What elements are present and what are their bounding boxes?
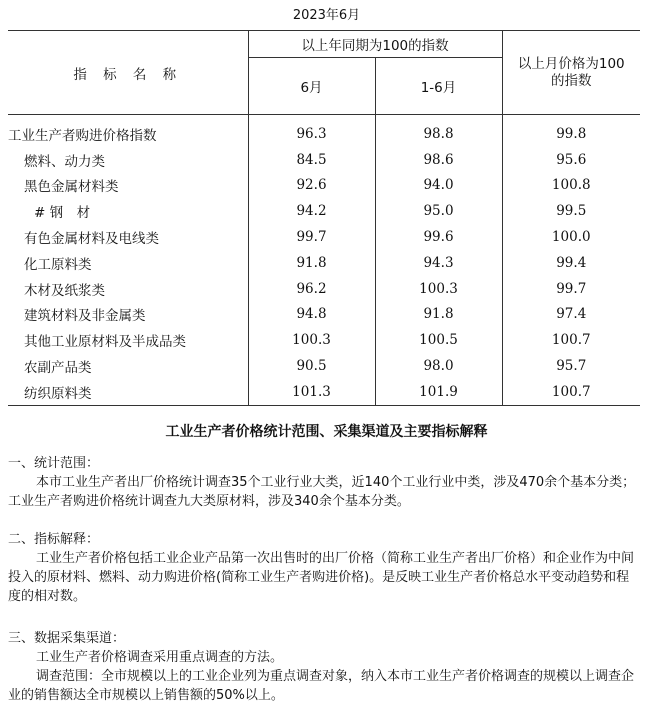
row-ytd-value: 101.9 xyxy=(375,379,502,405)
row-ytd-value: 91.8 xyxy=(375,302,502,328)
table-row xyxy=(8,250,640,276)
row-month-value: 92.6 xyxy=(248,173,375,199)
row-ytd-value: 94.0 xyxy=(375,173,502,199)
table-body xyxy=(8,115,640,406)
table-row xyxy=(8,302,640,328)
table-row xyxy=(8,173,640,199)
row-ytd-value: 100.3 xyxy=(375,276,502,302)
row-month-value: 91.8 xyxy=(248,250,375,276)
section-definitions-body: 工业生产者价格包括工业企业产品第一次出售时的出厂价格（简称工业生产者出厂价格）和企业作为中间投入的原材料、燃料、动力购进价格(简称工业生产者购进价格)。是反映工业生产者价格总水平变动趋势和程度的相对数。 xyxy=(8,551,635,604)
row-mom-value: 100.7 xyxy=(551,332,591,349)
row-ytd-value: 94.3 xyxy=(375,250,502,276)
section-scope-heading: 一、统计范围： xyxy=(8,456,100,471)
section-collection-line1: 工业生产者价格调查采用重点调查的方法。 xyxy=(36,650,284,665)
row-name-cell: 农副产品类 xyxy=(8,353,248,379)
section-definitions-heading: 二、指标解释： xyxy=(8,532,100,547)
section-scope-body: 本市工业生产者出厂价格统计调查35个工业行业大类，近140个工业行业中类，涉及470余个基本分类；工业生产者购进价格统计调查九大类原材料，涉及340余个基本分类。 xyxy=(8,475,636,509)
row-name-cell: 燃料、动力类 xyxy=(8,147,248,173)
row-mom-value: 97.4 xyxy=(556,306,587,323)
row-name-cell: 化工原料类 xyxy=(8,250,248,276)
header-ytd: 1-6月 xyxy=(375,58,502,115)
row-ytd-value: 95.0 xyxy=(375,198,502,224)
row-month-value: 100.3 xyxy=(248,327,375,353)
report-date: 2023年6月 xyxy=(292,8,361,23)
row-ytd-value: 100.5 xyxy=(375,327,502,353)
section-collection-line2: 调查范围：全市规模以上的工业企业列为重点调查对象，纳入本市工业生产者价格调查的规模以上调查企业的销售额达全市规模以上销售额的50%以上。 xyxy=(8,669,635,703)
row-month-value: 90.5 xyxy=(248,353,375,379)
row-mom-value: 100.8 xyxy=(551,177,591,194)
table-row xyxy=(8,115,640,147)
row-mom-value: 99.7 xyxy=(556,280,587,297)
header-month: 6月 xyxy=(248,58,375,115)
table-row xyxy=(8,276,640,302)
section-definitions xyxy=(8,530,636,606)
row-mom-value: 95.7 xyxy=(556,358,587,375)
row-name-cell: 黑色金属材料类 xyxy=(8,173,248,199)
row-name-cell: 其他工业原材料及半成品类 xyxy=(8,327,248,353)
header-mom-label: 以上月价格为100的指数 xyxy=(517,55,625,89)
header-indicator-name: 指 标 名 称 xyxy=(8,31,248,115)
header-mom-index xyxy=(502,31,640,115)
row-mom-value: 99.8 xyxy=(556,125,587,142)
row-ytd-value: 98.0 xyxy=(375,353,502,379)
row-month-value: 99.7 xyxy=(248,224,375,250)
row-name-cell: 木材及纸浆类 xyxy=(8,276,248,302)
header-yoy-group: 以上年同期为100的指数 xyxy=(248,31,502,58)
row-name-cell: 纺织原料类 xyxy=(8,379,248,405)
row-month-value: 94.2 xyxy=(248,198,375,224)
table-row xyxy=(8,327,640,353)
row-mom-value: 100.7 xyxy=(502,379,640,405)
table-row xyxy=(8,379,640,405)
row-month-value: 94.8 xyxy=(248,302,375,328)
price-index-table xyxy=(8,30,640,406)
row-ytd-value: 99.6 xyxy=(375,224,502,250)
section-collection-heading: 三、数据采集渠道： xyxy=(8,631,126,646)
row-month-value: 96.2 xyxy=(248,276,375,302)
row-month-value: 96.3 xyxy=(248,115,375,147)
row-name-cell: 建筑材料及非金属类 xyxy=(8,302,248,328)
row-name-cell: 工业生产者购进价格指数 xyxy=(8,115,248,147)
row-name-cell: 有色金属材料及电线类 xyxy=(8,224,248,250)
row-ytd-value: 98.6 xyxy=(375,147,502,173)
section-scope xyxy=(8,454,636,511)
table-row xyxy=(8,353,640,379)
row-mom-value: 99.5 xyxy=(556,203,587,220)
row-mom-value: 99.4 xyxy=(556,254,587,271)
row-ytd-value: 98.8 xyxy=(375,115,502,147)
notes-title: 工业生产者价格统计范围、采集渠道及主要指标解释 xyxy=(165,424,488,440)
row-mom-value: 100.0 xyxy=(551,229,591,246)
row-month-value: 101.3 xyxy=(248,379,375,405)
table-row xyxy=(8,147,640,173)
row-name-cell: # 钢 材 xyxy=(8,198,248,224)
row-month-value: 84.5 xyxy=(248,147,375,173)
section-collection xyxy=(8,629,636,705)
row-mom-value: 95.6 xyxy=(556,151,587,168)
table-row xyxy=(8,198,640,224)
table-row xyxy=(8,224,640,250)
